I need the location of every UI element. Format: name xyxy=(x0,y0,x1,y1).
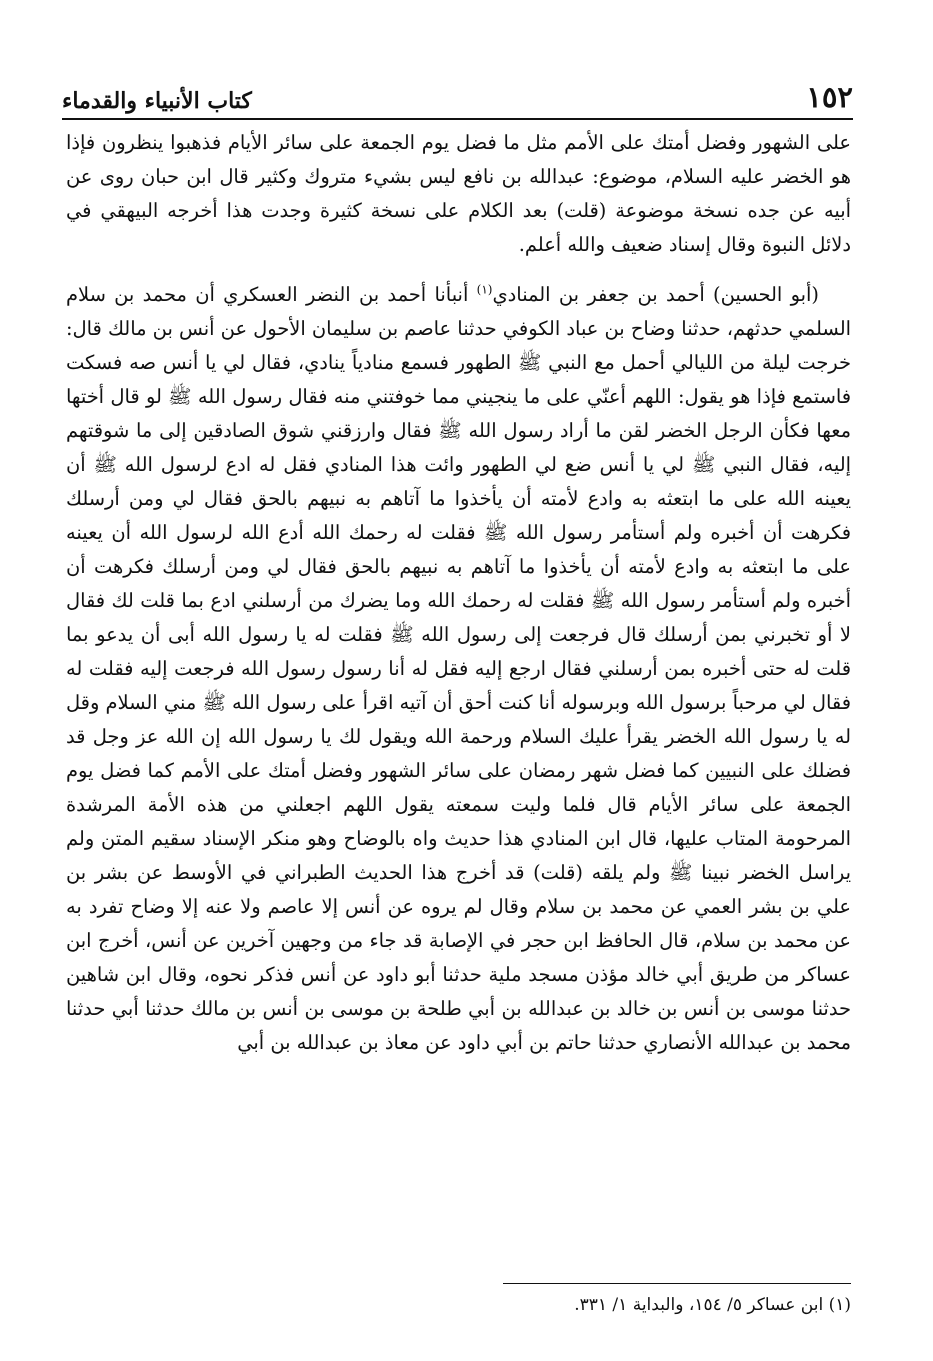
footnote-reference: (١) xyxy=(476,282,493,297)
page-header xyxy=(62,78,853,114)
paragraph-continuation: أنبأنا أحمد بن النضر العسكري أن محمد بن سلام السلمي حدثهم، حدثنا وضاح بن عباد الكوفي حدثنا عاصم بن سليمان الأحول عن أنس بن مالك قال: خرجت ليلة من الليالي أحمل مع النبي ﷺ الطهور فسمع منادياً ينادي، فقال لي يا أنس صه فسكت فاستمع فإذا هو يقول: اللهم أعنّي على ما ينجيني مما خوفتني منه فقال رسول الله ﷺ لو قال أختها معها فكأن الرجل الخضر لقن ما أراد رسول الله ﷺ فقال وارزقني شوق الصادقين إلى ما شوقتهم إليه، فقال النبي ﷺ لي يا أنس ضع لي الطهور وائت هذا المنادي فقل له ادع لرسول الله ﷺ أن يعينه الله على ما ابتعثه به وادع لأمته أن يأخذوا ما آتاهم به نبيهم بالحق فقال لي ومن أرسلك فكرهت أن أخبره ولم أستأمر رسول الله ﷺ فقلت له رحمك الله أدع الله لرسول الله أن يعينه على ما ابتعثه به وادع لأمته أن يأخذوا ما آتاهم به نبيهم بالحق فقال لي ومن أرسلك فكرهت أن أخبره ولم أستأمر رسول الله ﷺ فقلت له رحمك الله وما يضرك من أرسلني ادع بما قلت لك فقال لا أو تخبرني بمن أرسلك قال فرجعت إلى رسول الله ﷺ فقلت له يا رسول الله أبى أن يدعو بما قلت له حتى أخبره بمن أرسلني فقال ارجع إليه فقل له أنا رسول رسول الله فرجعت إليه فقلت له فقال لي مرحباً برسول الله وبرسوله أنا كنت أحق أن آتيه اقرأ على رسول الله ﷺ مني السلام وقل له يا رسول الله الخضر يقرأ عليك السلام ورحمة الله ويقول لك يا رسول الله إن الله عز وجل قد فضلك على النبيين كما فضل شهر رمضان على سائر الشهور وفضل أمتك على الأمم كما فضل يوم الجمعة على سائر الأيام قال فلما وليت سمعته يقول اللهم اجعلني من هذه الأمة المرشدة المرحومة المتاب عليها، قال ابن المنادي هذا حديث واه بالوضاح وهو منكر الإسناد سقيم المتن ولم يراسل الخضر نبينا ﷺ ولم يلقه (قلت) قد أخرج هذا الحديث الطبراني في الأوسط عن بشر بن علي بن بشر العمي عن محمد بن سلام وقال لم يروه عن أنس إلا عاصم ولا عنه إلا وضاح تفرد به عن محمد بن سلام، قال الحافظ ابن حجر في الإصابة قد جاء من وجهين آخرين عن أنس، أخرج ابن عساكر من طريق أبي خالد مؤذن مسجد ملية حدثنا أبو داود عن أنس فذكر نحوه، وقال ابن شاهين حدثنا موسى بن أنس بن خالد بن عبدالله بن أبي طلحة بن موسى بن أنس بن مالك حدثنا أبي حدثنا محمد بن عبدالله الأنصاري حدثنا حاتم بن أبي داود عن معاذ بن عبدالله بن أبي xyxy=(66,283,851,1054)
paragraph: على الشهور وفضل أمتك على الأمم مثل ما فضل يوم الجمعة على سائر الأيام فذهبوا ينظرون فإذا هو الخضر عليه السلام، موضوع: عبدالله بن نافع ليس بشيء متروك وكثير قال ابن حبان روى عن أبيه عن جده نسخة موضوعة (قلت) بعد الكلام على نسخة كثيرة وجدت هذا أخرجه البيهقي في دلائل النبوة وقال إسناد ضعيف والله أعلم. xyxy=(66,131,851,256)
header-divider xyxy=(62,118,853,120)
footnote: (١) ابن عساكر ٥/ ١٥٤، والبداية ١/ ٣٣١. xyxy=(574,1295,851,1315)
running-title: كتاب الأنبياء والقدماء xyxy=(62,88,252,114)
paragraph xyxy=(66,278,851,1060)
main-text xyxy=(66,126,851,1060)
paragraph-opening: (أبو الحسين) أحمد بن جعفر بن المنادي xyxy=(492,283,819,306)
footnote-divider xyxy=(503,1283,851,1284)
page-number: ١٥٢ xyxy=(806,80,853,114)
